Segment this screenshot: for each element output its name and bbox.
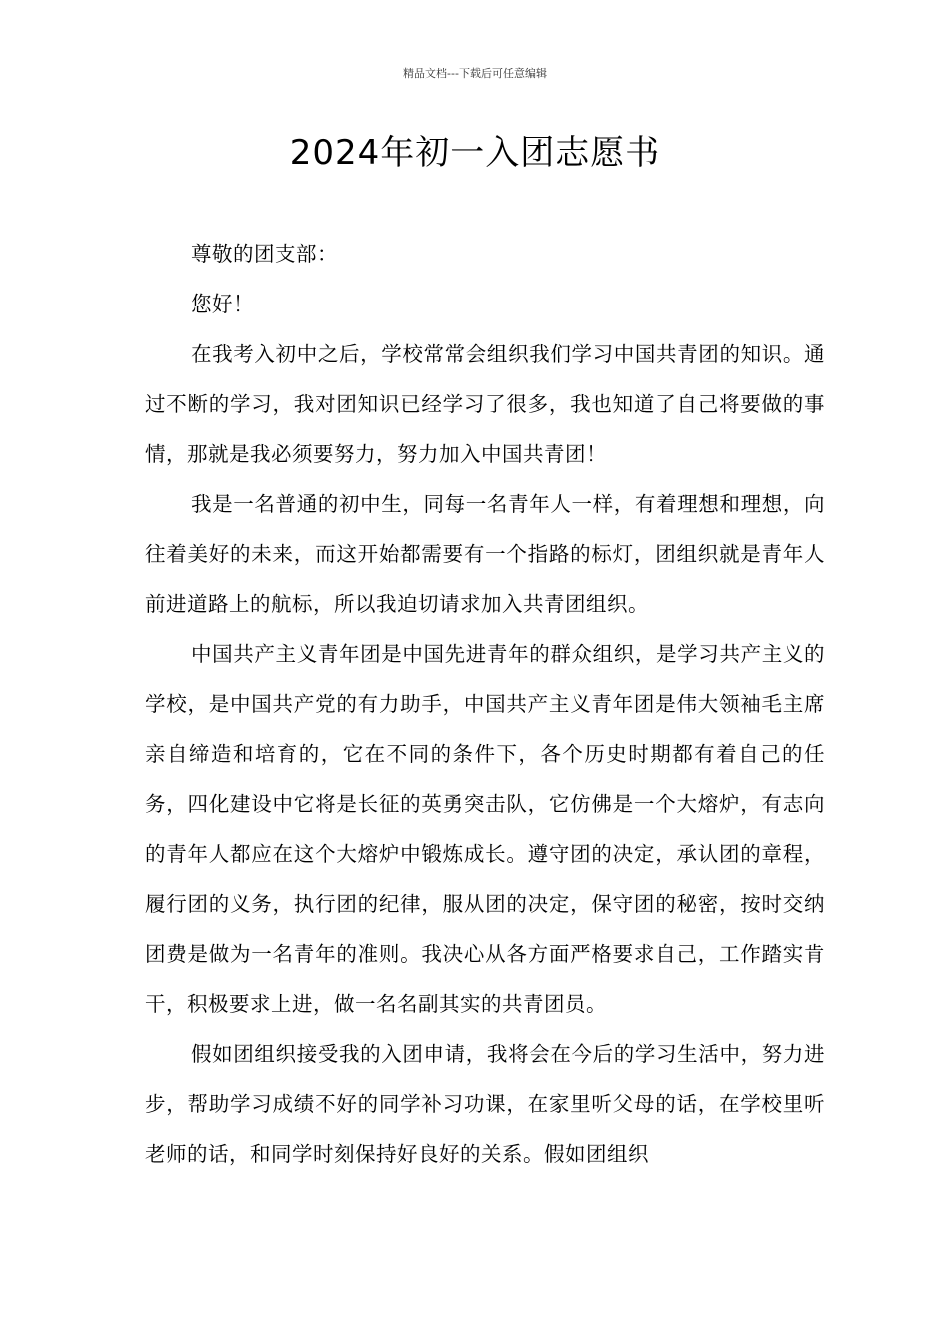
document-body <box>145 229 825 1179</box>
body-paragraph: 在我考入初中之后，学校常常会组织我们学习中国共青团的知识。通过不断的学习，我对团知识已经学习了很多，我也知道了自己将要做的事情，那就是我必须要努力，努力加入中国共青团！ <box>145 342 825 466</box>
document-title: 2024年初一入团志愿书 <box>289 133 661 173</box>
body-paragraph: 中国共产主义青年团是中国先进青年的群众组织，是学习共产主义的学校，是中国共产党的有力助手，中国共产主义青年团是伟大领袖毛主席亲自缔造和培育的，它在不同的条件下，各个历史时期都有着自己的任务，四化建设中它将是长征的英勇突击队，它仿佛是一个大熔炉，有志向的青年人都应在这个大熔炉中锻炼成长。遵守团的决定，承认团的章程，履行团的义务，执行团的纪律，服从团的决定，保守团的秘密，按时交纳团费是做为一名青年的准则。我决心从各方面严格要求自己，工作踏实肯干，积极要求上进，做一名名副其实的共青团员。 <box>145 642 825 1016</box>
body-paragraph: 我是一名普通的初中生，同每一名青年人一样，有着理想和理想，向往着美好的未来，而这开始都需要有一个指路的标灯，团组织就是青年人前进道路上的航标，所以我迫切请求加入共青团组织。 <box>145 492 825 616</box>
page-header-note: 精品文档---下载后可任意编辑 <box>403 67 547 80</box>
greeting: 您好！ <box>191 292 254 316</box>
body-paragraph: 假如团组织接受我的入团申请，我将会在今后的学习生活中，努力进步，帮助学习成绩不好的同学补习功课，在家里听父母的话，在学校里听老师的话，和同学时刻保持好良好的关系。假如团组织 <box>145 1042 825 1166</box>
salutation: 尊敬的团支部： <box>191 242 338 266</box>
